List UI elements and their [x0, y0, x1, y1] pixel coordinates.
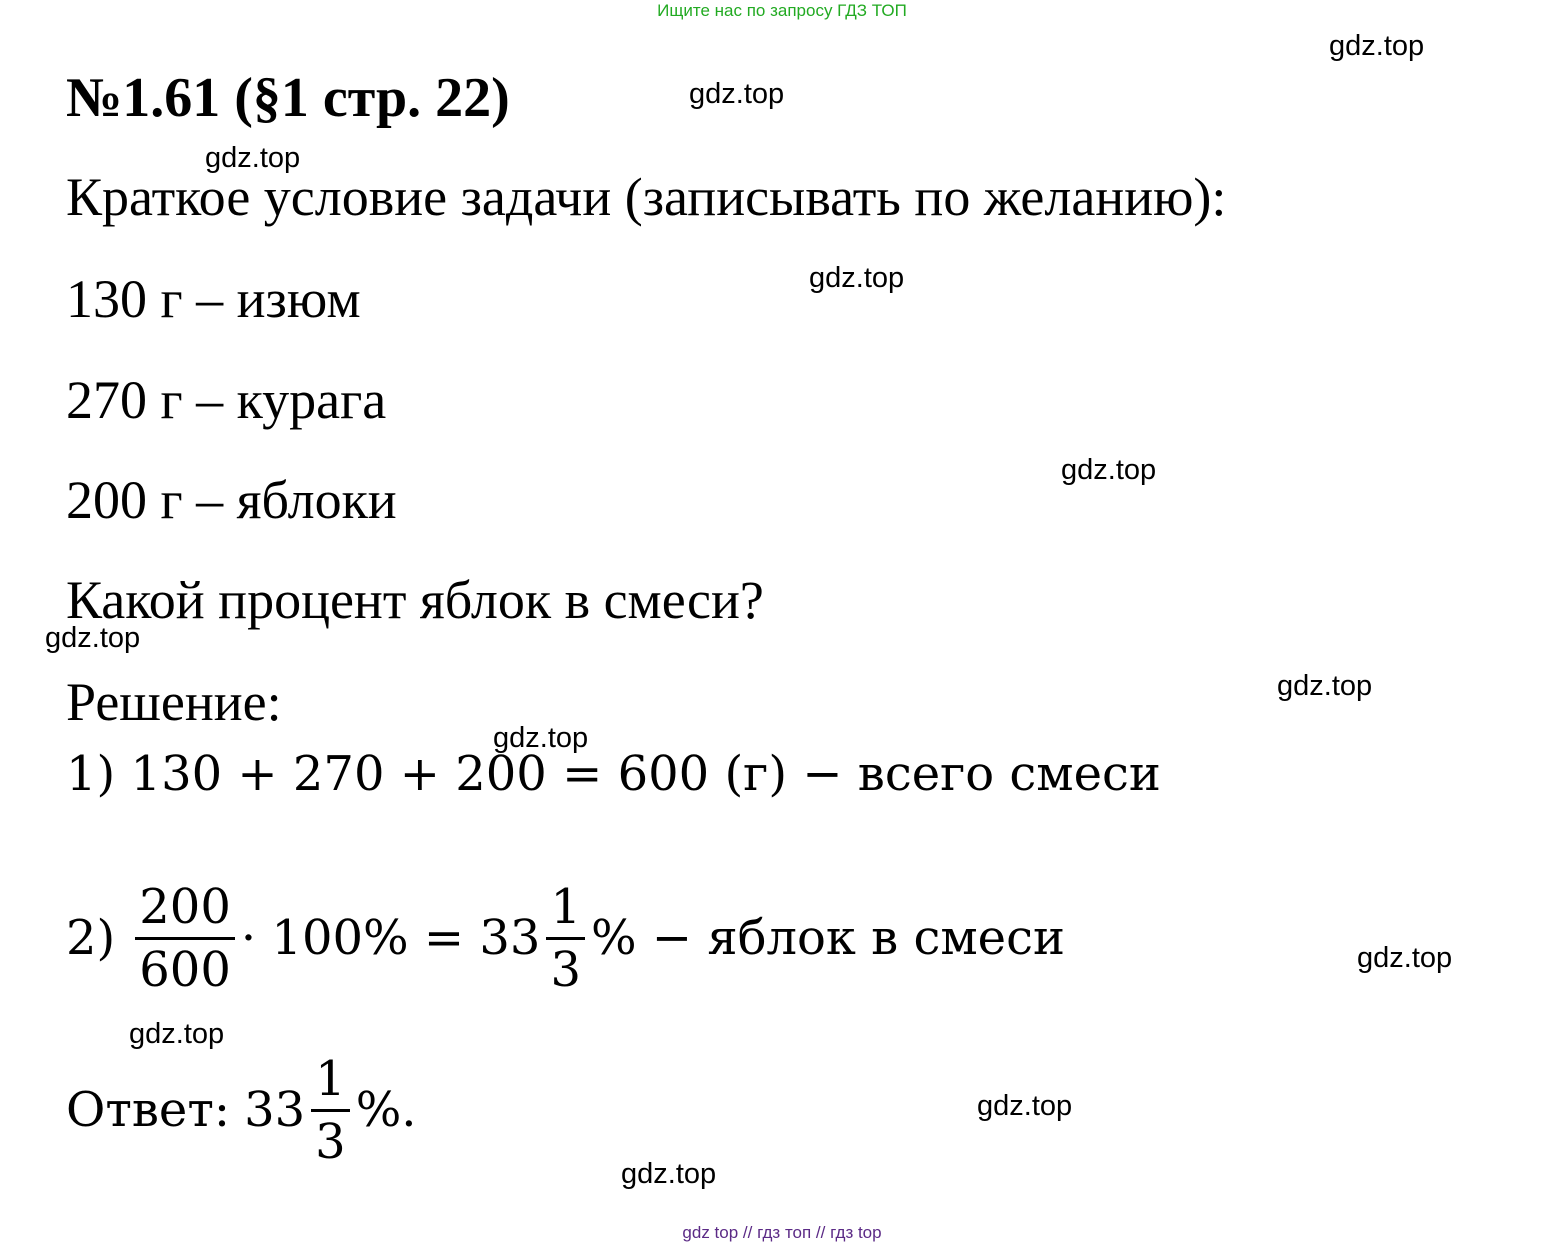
answer-frac-num: 1: [315, 1050, 346, 1107]
step-2-fraction: [135, 877, 235, 1000]
condition-heading: Краткое условие задачи (записывать по желанию):: [66, 167, 1227, 227]
answer-label: Ответ:: [66, 1082, 231, 1138]
step-2-denominator: 600: [139, 941, 231, 998]
answer-whole: 33: [244, 1082, 306, 1138]
step-2-numerator: 200: [139, 878, 231, 935]
answer-frac-den: 3: [315, 1113, 346, 1170]
watermark: gdz.top: [129, 1018, 225, 1050]
item-apples: 200 г – яблоки: [66, 470, 397, 530]
question: Какой процент яблок в смеси?: [66, 570, 764, 630]
step-2-mixed-fraction: [546, 877, 585, 1000]
watermark: gdz.top: [689, 78, 785, 110]
watermark: gdz.top: [1061, 454, 1157, 486]
watermark: gdz.top: [621, 1158, 717, 1190]
step-1: 1) 130 + 270 + 200 = 600 (г) − всего смеси: [66, 746, 1161, 802]
watermark: gdz.top: [1357, 942, 1453, 974]
top-banner: Ищите нас по запросу ГДЗ ТОП: [657, 1, 907, 20]
watermark: gdz.top: [493, 722, 589, 754]
answer-suffix: %.: [355, 1082, 417, 1138]
item-apricots: 270 г – курага: [66, 370, 387, 430]
watermark: gdz.top: [205, 142, 301, 174]
answer: [66, 1040, 417, 1180]
bottom-banner: gdz top // гдз топ // гдз top: [682, 1223, 882, 1242]
watermark: gdz.top: [1329, 30, 1425, 62]
answer-fraction: [311, 1049, 350, 1172]
watermark: gdz.top: [977, 1090, 1073, 1122]
step-2-prefix: 2): [66, 910, 116, 966]
step-2: [66, 868, 1065, 1008]
page-title: №1.61 (§1 стр. 22): [66, 67, 510, 129]
step-2-frac-num: 1: [550, 878, 581, 935]
watermark: gdz.top: [809, 262, 905, 294]
watermark: gdz.top: [1277, 670, 1373, 702]
step-2-suffix: % − яблок в смеси: [591, 910, 1065, 966]
step-2-frac-den: 3: [550, 941, 581, 998]
item-raisins: 130 г – изюм: [66, 269, 361, 329]
solution-label: Решение:: [66, 672, 282, 732]
step-2-middle: · 100% = 33: [240, 910, 541, 966]
watermark: gdz.top: [45, 622, 141, 654]
